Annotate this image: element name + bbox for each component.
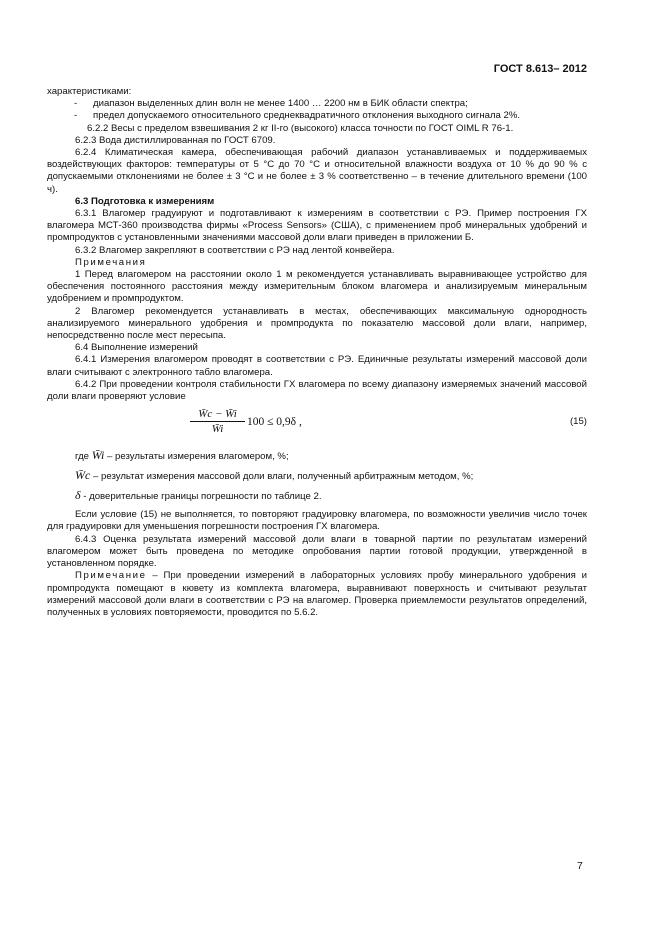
formula-fraction <box>190 408 245 435</box>
paragraph: характеристиками: <box>47 86 132 97</box>
formula-rest: 100 ≤ 0,9δ , <box>247 416 302 429</box>
list-item <box>47 110 587 122</box>
where-text: – результаты измерения влагомером, %; <box>107 451 289 463</box>
note: 2 Влагомер рекомендуется устанавливать в местах, обеспечивающих максимальную однородность анализируемого минерального удобрения и промпродукта по показателю массовой доли влаги, например, непосредственно после мест пересыпа. <box>47 305 587 342</box>
paragraph: 6.2.3 Вода дистиллированная по ГОСТ 6709. <box>75 134 276 146</box>
page-content <box>47 86 587 619</box>
note <box>47 570 587 619</box>
paragraph: 6.4.1 Измерения влагомером проводят в соответствии с РЭ. Единичные результаты измерений массовой доли влаги считывают с электронного табло влагомера. <box>47 354 587 378</box>
page-number: 7 <box>577 860 583 872</box>
paragraph: Если условие (15) не выполняется, то повторяют градуировку влагомера, по возможности увеличив число точек для градуировки для уменьшения погрешности построения ГХ влагомера. <box>47 509 587 533</box>
section-heading: 6.3 Подготовка к измерениям <box>75 195 215 207</box>
symbol-delta: δ <box>75 488 81 503</box>
paragraph: 6.3.2 Влагомер закрепляют в соответствии с РЭ над лентой конвейера. <box>75 244 395 256</box>
standard-header: ГОСТ 8.613– 2012 <box>493 63 587 75</box>
where-text: - доверительные границы погрешности по таблице 2. <box>83 491 322 503</box>
symbol-wi: W̄i <box>91 448 105 463</box>
equation-number: (15) <box>569 416 587 428</box>
paragraph: 6.4 Выполнение измерений <box>75 342 198 354</box>
paragraph: 6.2.2 Весы с пределом взвешивания 2 кг II-го (высокого) класса точности по ГОСТ OIML R 76-1. <box>87 122 514 134</box>
paragraph: 6.3.1 Влагомер градуируют и подготавливают к измерениям в соответствии с РЭ. Пример построения ГХ влагомера МСТ-360 производства фирмы «Process Sensors» (США), с применением проб минеральных удобрений и промпродуктов с установленными значениями массовой доли влаги приведен в приложении Б. <box>47 208 587 244</box>
list-dash: - <box>74 110 78 122</box>
formula-numerator: W̄c − W̄i <box>190 408 245 422</box>
where-line <box>47 449 587 469</box>
list-item-text: предел допускаемого относительного среднеквадратичного отклонения выходного сигнала 2%. <box>93 110 521 122</box>
where-line <box>47 469 587 489</box>
paragraph: 6.4.2 При проведении контроля стабильности ГХ влагомера по всему диапазону измеряемых значений массовой доли влаги проверяют условие <box>47 378 587 403</box>
list-item <box>47 98 587 110</box>
paragraph: 6.4.3 Оценка результата измерений массовой доли влаги в товарной партии по результатам измерений влагомером может быть проведена по методике опробования партии готовой продукции, утвержденной в установленном порядке. <box>47 533 587 570</box>
formula-denominator: W̄i <box>211 423 224 436</box>
list-dash: - <box>74 98 78 110</box>
note: 1 Перед влагомером на расстоянии около 1 м рекомендуется устанавливать выравнивающее устройство для обеспечения постоянного расстояния между измерительным блоком влагомера и анализируемым минеральным удобрением и промпродуктом. <box>47 269 587 305</box>
symbol-wc: W̄c <box>75 468 91 483</box>
notes-heading: Примечания <box>75 256 147 268</box>
list-item-text: диапазон выделенных длин волн не менее 1400 … 2200 нм в БИК области спектра; <box>93 98 468 110</box>
formula-15 <box>47 405 587 445</box>
note-label: Примечание <box>75 570 147 582</box>
where-line <box>47 489 587 509</box>
note-text: – При проведении измерений в лабораторных условиях пробу минерального удобрения и промпродукта помещают в кювету из комплекта влагомера, выравнивают поверхность и считывают результат измерений массовой доли влаги в соответствии с РЭ на влагомер. Проверка приемлемости результатов определений, полученных в условиях повторяемости, проводится по 5.6.2. <box>47 570 587 618</box>
where-label: где <box>75 451 90 463</box>
paragraph: 6.2.4 Климатическая камера, обеспечивающая рабочий диапазон устанавливаемых и поддерживаемых воздействующих факторов: температуры от 5 °С до 70 °С и относительной влажности воздуха от 10 % до 90 % с допускаемыми отклонениями не более ± 3 °С и не более ± 3 % соответственно – в течение длительного времени (100 ч). <box>47 147 587 195</box>
where-text: – результат измерения массовой доли влаги, полученный арбитражным методом, %; <box>93 471 474 483</box>
